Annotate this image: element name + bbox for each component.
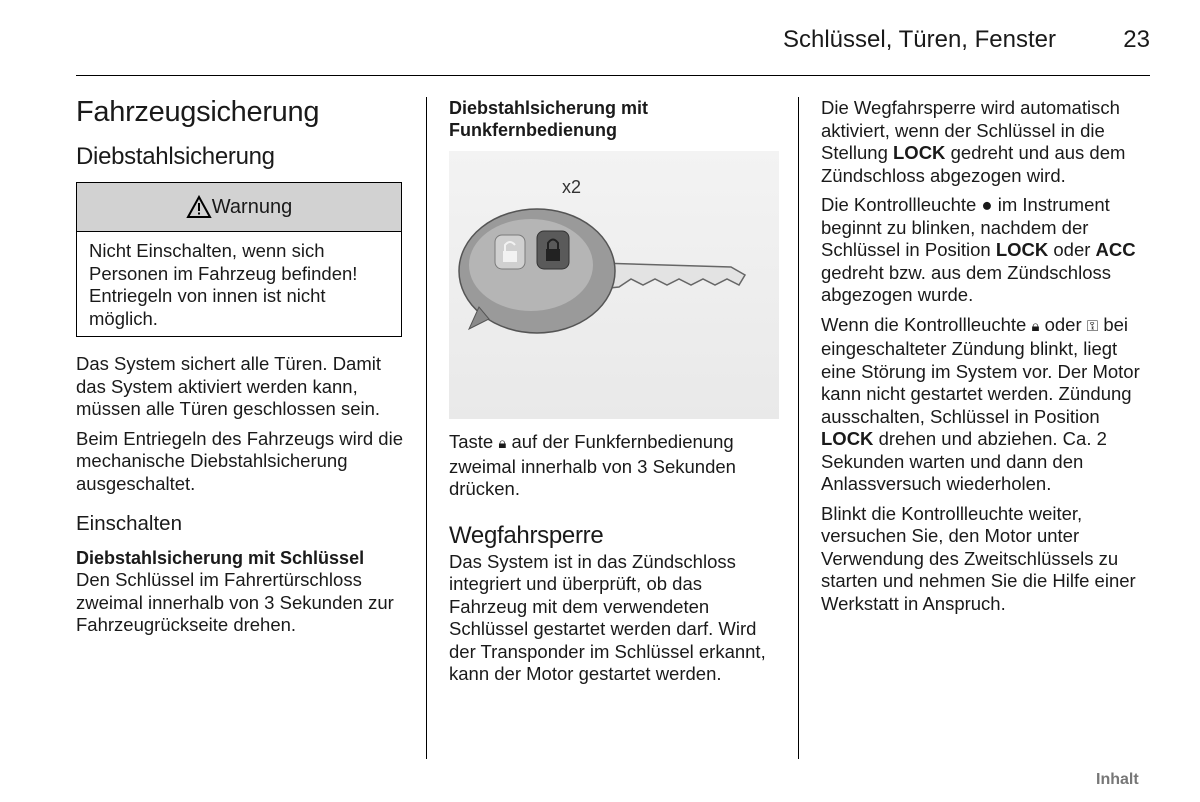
text-fragment: im Instrument beginnt zu blinken, nachdem der Schlüssel in Position [821,194,1110,260]
warning-title: Warnung [211,195,293,218]
header-divider [76,75,1150,76]
acc-label: ACC [1095,239,1136,260]
subsection-heading: Diebstahlsicherung [76,143,275,170]
paragraph [821,314,1153,496]
column-divider-1 [426,97,427,759]
paragraph: Beim Entriegeln des Fahrzeugs wird die mechanische Diebstahlsicherung ausgeschaltet. [76,427,403,494]
lock-label: LOCK [821,428,874,449]
paragraph: Den Schlüssel im Fahrertürschloss zweimal innerhalb von 3 Sekunden zur Fahrzeugrückseite drehen. [76,569,394,635]
text-fragment: Die Kontrollleuchte [821,194,977,215]
text-fragment: Wenn die Kontrollleuchte [821,313,1027,335]
column-2 [449,97,781,693]
paragraph [821,194,1153,307]
subheading-key: Diebstahlsicherung mit Schlüssel [76,548,365,568]
text-fragment: bei eingeschalteter Zündung blinkt, liegt eine Störung im System vor. Der Motor kann nicht gestartet werden. Zündung ausschalten, Schlüssel in Position [821,313,1140,427]
key-warning-icon: ⚿ [1086,317,1099,335]
section-heading-wegfahrsperre: Wegfahrsperre [449,521,604,549]
section-heading: Fahrzeugsicherung [76,96,320,128]
column-1 [76,94,408,644]
warning-header [77,183,401,232]
text-fragment: oder [1044,313,1082,335]
lock-label: LOCK [893,142,946,163]
page-number: 23 [1123,26,1150,53]
paragraph: Blinkt die Kontrollleuchte weiter, versuchen Sie, den Motor unter Verwendung des Zweitschlüssels zu starten und nehmen Sie die Hilfe einer Werkstatt in Anspruch. [821,502,1136,614]
subheading-einschalten: Einschalten [76,512,182,535]
warning-text: Nicht Einschalten, wenn sich Personen im Fahrzeug befinden! Entriegeln von innen ist nicht möglich. [89,240,358,329]
subheading-remote: Diebstahlsicherung mit Funkfernbedienung [449,98,649,140]
key-remote-illustration [449,151,779,419]
column-3 [821,97,1153,622]
indicator-dot-icon: ● [981,194,993,215]
text-fragment: drehen und abziehen. Ca. 2 Sekunden warten und dann den Anlassversuch wiederholen. [821,428,1107,494]
key-remote-icon [449,151,779,419]
car-lock-warning-icon: 🔒︎ [1031,317,1040,335]
lock-label: LOCK [995,239,1049,260]
text-fragment: gedreht bzw. aus dem Zündschloss abgezogen wurde. [821,261,1111,305]
lock-button-icon: 🔒︎ [498,435,507,452]
text-fragment: oder [1053,239,1091,260]
text-fragment: Die Wegfahrsperre wird automatisch aktiviert, wenn der Schlüssel in die Stellung [821,97,1120,163]
press-twice-label: x2 [562,177,582,197]
column-divider-2 [798,97,799,759]
paragraph [821,97,1153,187]
contents-link[interactable]: Inhalt [1096,771,1139,788]
warning-triangle-icon [186,195,212,219]
text-fragment: auf der Funkfernbedienung zweimal innerhalb von 3 Sekunden drücken. [449,431,736,499]
paragraph: Das System sichert alle Türen. Damit das System aktiviert werden kann, müssen alle Türen geschlossen sein. [76,353,382,419]
page-header-title: Schlüssel, Türen, Fenster [782,26,1056,53]
paragraph: Das System ist in das Zündschloss integriert und überprüft, ob das Fahrzeug mit dem verwendeten Schlüssel gestartet werden darf. Wird der Transponder im Schlüssel erkannt, kann der Motor gestartet werden. [449,550,766,684]
text-fragment: Taste [449,431,494,452]
warning-box [76,182,402,337]
paragraph [449,431,781,501]
text-fragment: gedreht und aus dem Zündschloss abgezogen wird. [821,142,1126,186]
